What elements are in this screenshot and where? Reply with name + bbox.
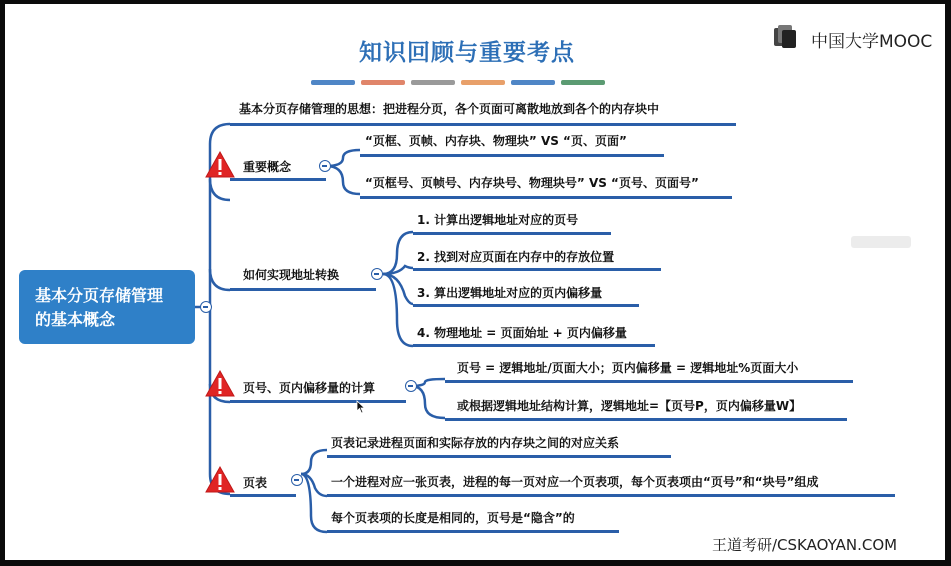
- root-line-2: 的基本概念: [35, 310, 116, 329]
- translate-step-2[interactable]: 2. 找到对应页面在内存中的存放位置: [417, 250, 615, 264]
- calc-item-1[interactable]: 页号 = 逻辑地址/页面大小；页内偏移量 = 逻辑地址%页面大小: [457, 361, 799, 375]
- brand-text: 中国大学MOOC: [811, 32, 933, 52]
- translate-collapse-icon[interactable]: [371, 268, 383, 280]
- concepts-collapse-icon[interactable]: [319, 160, 331, 172]
- pagetable-item-1-underline: [327, 455, 671, 458]
- concept-item-1-underline: [360, 154, 664, 157]
- root-line-1: 基本分页存储管理: [35, 286, 164, 305]
- warning-icon: [205, 151, 235, 178]
- pagetable-item-3[interactable]: 每个页表项的长度是相同的，页号是“隐含”的: [331, 511, 575, 525]
- branch-calc-label[interactable]: 页号、页内偏移量的计算: [243, 381, 376, 395]
- calc-item-2[interactable]: 或根据逻辑地址结构计算，逻辑地址=【页号P，页内偏移量W】: [457, 399, 802, 413]
- pagetable-item-2-underline: [327, 494, 895, 497]
- branch-concepts-label[interactable]: 重要概念: [243, 160, 292, 174]
- translate-step-3-underline: [413, 304, 639, 307]
- calc-collapse-icon[interactable]: [405, 380, 417, 392]
- pagetable-collapse-icon[interactable]: [291, 474, 303, 486]
- branch-idea[interactable]: 基本分页存储管理的思想：把进程分页，各个页面可离散地放到各个的内存块中: [239, 102, 660, 116]
- concept-item-2[interactable]: “页框号、页帧号、内存块号、物理块号” VS “页号、页面号”: [365, 176, 699, 190]
- warning-icon: [205, 466, 235, 493]
- translate-step-2-underline: [413, 268, 661, 271]
- branch-calc-underline: [230, 400, 406, 403]
- root-collapse-icon[interactable]: [200, 301, 212, 313]
- slide: [5, 4, 945, 560]
- branch-pagetable-label[interactable]: 页表: [243, 476, 268, 490]
- translate-step-1-underline: [413, 232, 611, 235]
- translate-step-1[interactable]: 1. 计算出逻辑地址对应的页号: [417, 213, 579, 227]
- translate-step-4[interactable]: 4. 物理地址 = 页面始址 + 页内偏移量: [417, 326, 627, 340]
- slide-title: 知识回顾与重要考点: [359, 40, 575, 66]
- mouse-cursor-icon: [356, 400, 366, 414]
- pagetable-item-1[interactable]: 页表记录进程页面和实际存放的内存块之间的对应关系: [331, 436, 620, 450]
- footer-watermark: 王道考研/CSKAOYAN.COM: [712, 536, 898, 554]
- translate-step-3[interactable]: 3. 算出逻辑地址对应的页内偏移量: [417, 286, 603, 300]
- branch-translate-label[interactable]: 如何实现地址转换: [243, 268, 340, 282]
- calc-item-2-underline: [445, 418, 847, 421]
- root-node[interactable]: [19, 270, 195, 344]
- concept-item-2-underline: [360, 196, 732, 199]
- calc-item-1-underline: [445, 380, 853, 383]
- pagetable-item-2[interactable]: 一个进程对应一张页表，进程的每一页对应一个页表项，每个页表项由“页号”和“块号”组成: [331, 475, 819, 489]
- warning-icon: [205, 370, 235, 397]
- branch-translate-underline: [230, 288, 376, 291]
- branch-pagetable-underline: [230, 494, 296, 497]
- translate-step-4-underline: [413, 344, 655, 347]
- pagetable-item-3-underline: [327, 530, 619, 533]
- concept-item-1[interactable]: “页框、页帧、内存块、物理块” VS “页、页面”: [365, 134, 627, 148]
- branch-concepts-underline: [230, 178, 326, 181]
- branch-idea-underline: [230, 123, 736, 126]
